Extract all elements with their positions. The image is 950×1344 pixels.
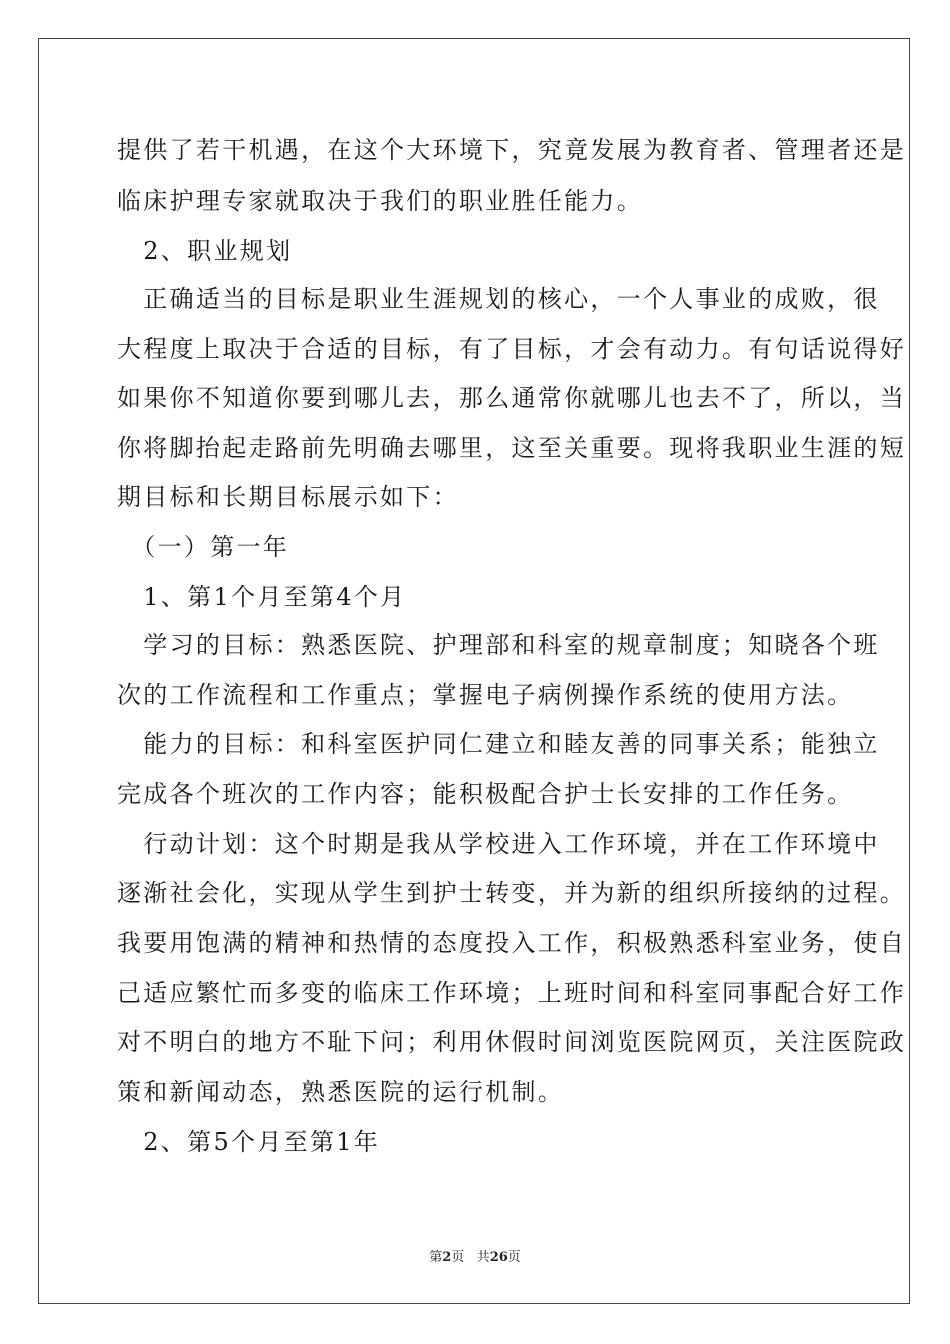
total-prefix: 共 bbox=[476, 1250, 490, 1265]
page-border bbox=[38, 38, 910, 1304]
text-line: 能力的目标：和科室医护同仁建立和睦友善的同事关系；能独立 bbox=[117, 730, 880, 758]
text-line: 正确适当的目标是职业生涯规划的核心，一个人事业的成败，很 bbox=[117, 285, 880, 313]
text-line: 行动计划：这个时期是我从学校进入工作环境，并在工作环境中 bbox=[117, 830, 880, 858]
text-line: 你将脚抬起走路前先明确去哪里，这至关重要。现将我职业生涯的短 bbox=[117, 434, 906, 462]
page-suffix: 页 bbox=[451, 1250, 465, 1265]
text-line: 学习的目标：熟悉医院、护理部和科室的规章制度；知晓各个班 bbox=[117, 631, 880, 659]
section-heading: 1、第1个月至第4个月 bbox=[117, 583, 407, 611]
page-prefix: 第 bbox=[429, 1250, 443, 1265]
section-heading: 2、第5个月至第1年 bbox=[117, 1128, 381, 1156]
text-line: 如果你不知道你要到哪儿去，那么通常你就哪儿也去不了，所以，当 bbox=[117, 384, 906, 412]
text-line: 次的工作流程和工作重点；掌握电子病例操作系统的使用方法。 bbox=[117, 681, 854, 709]
page-footer bbox=[0, 1246, 950, 1265]
text-line: 大程度上取决于合适的目标，有了目标，才会有动力。有句话说得好 bbox=[117, 335, 906, 363]
section-heading: 2、职业规划 bbox=[117, 237, 293, 265]
total-page-count: 26 bbox=[489, 1250, 508, 1265]
text-line: 对不明白的地方不耻下问；利用休假时间浏览医院网页，关注医院政 bbox=[117, 1028, 906, 1056]
text-line: 提供了若干机遇，在这个大环境下，究竟发展为教育者、管理者还是 bbox=[117, 136, 906, 164]
text-line: 策和新闻动态，熟悉医院的运行机制。 bbox=[117, 1078, 565, 1106]
section-heading: （一）第一年 bbox=[117, 533, 290, 561]
current-page-number: 2 bbox=[442, 1250, 452, 1265]
text-line: 期目标和长期目标展示如下： bbox=[117, 483, 459, 511]
total-suffix: 页 bbox=[507, 1250, 521, 1265]
text-line: 完成各个班次的工作内容；能积极配合护士长安排的工作任务。 bbox=[117, 780, 854, 808]
text-line: 逐渐社会化，实现从学生到护士转变，并为新的组织所接纳的过程。 bbox=[117, 879, 906, 907]
text-line: 我要用饱满的精神和热情的态度投入工作，积极熟悉科室业务，使自 bbox=[117, 929, 906, 957]
text-line: 己适应繁忙而多变的临床工作环境；上班时间和科室同事配合好工作 bbox=[117, 979, 906, 1007]
text-line: 临床护理专家就取决于我们的职业胜任能力。 bbox=[117, 187, 643, 215]
